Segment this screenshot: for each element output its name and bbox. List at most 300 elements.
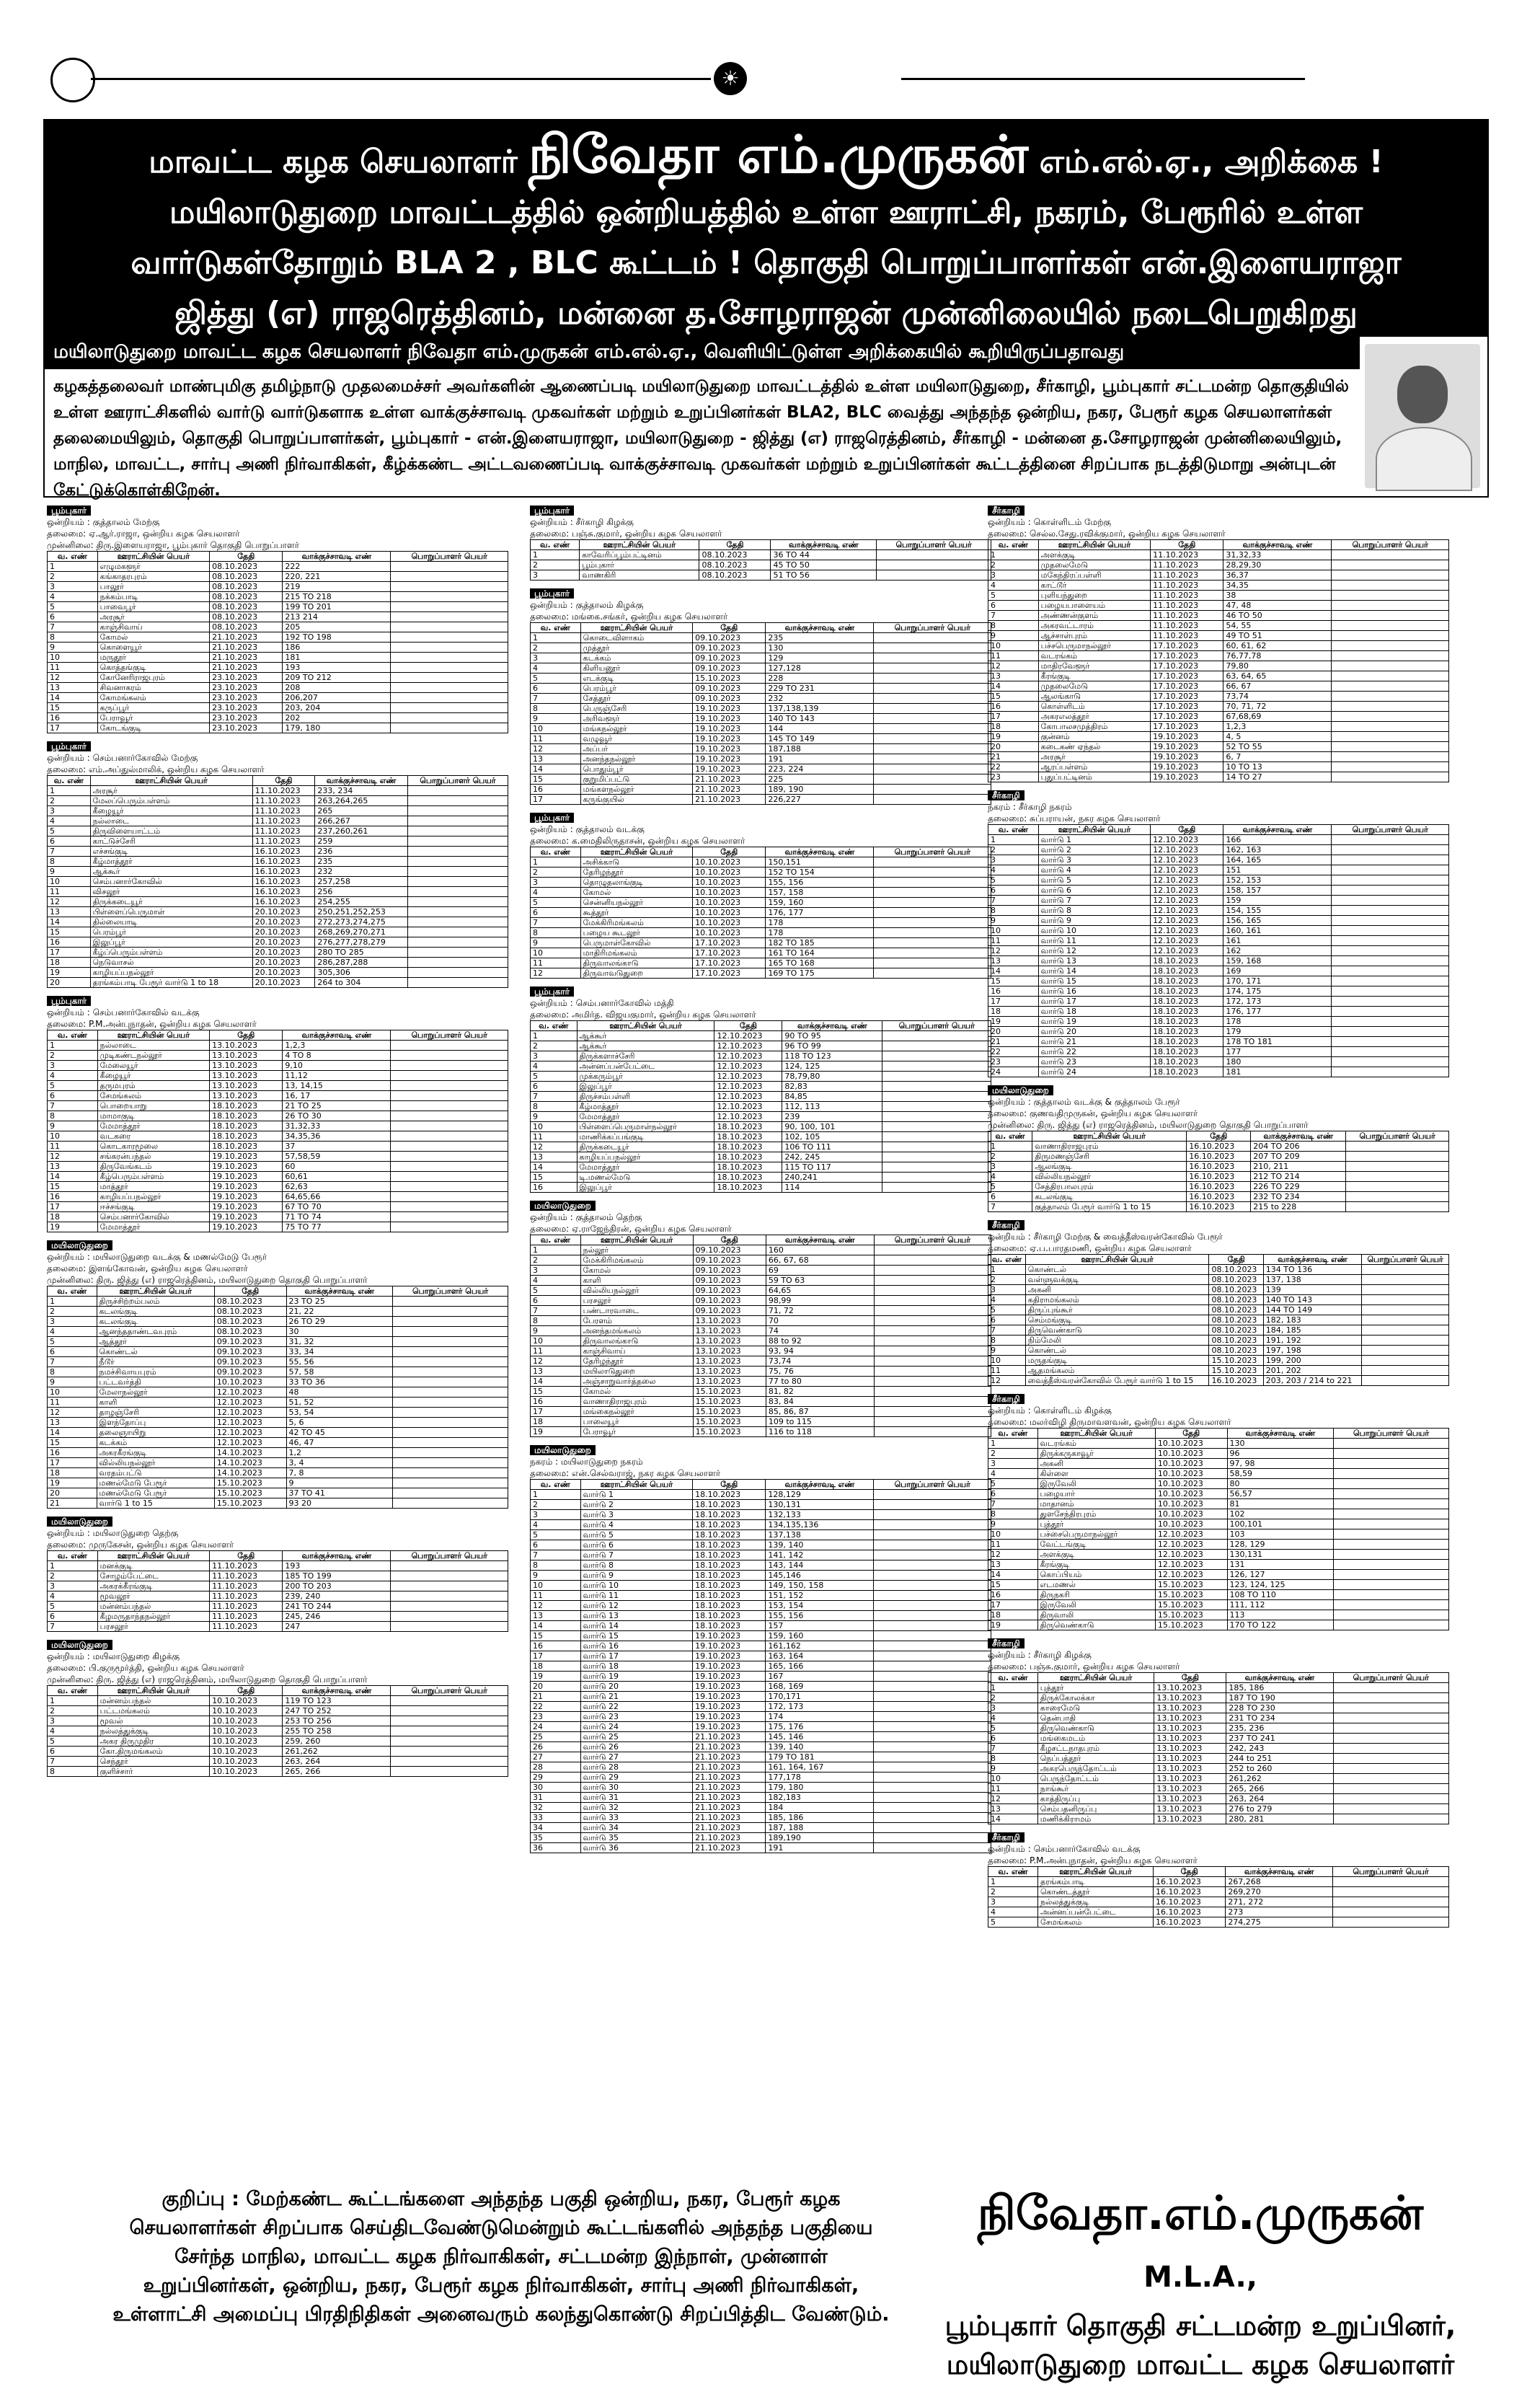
table-cell: மங்கைநல்லூர் [580,1407,693,1417]
table-cell: 13.10.2023 [210,1071,283,1081]
table-row [988,1007,1449,1017]
table-row [988,855,1449,865]
table-cell: 16 [988,986,1039,997]
table-cell: 5 [531,898,581,908]
table-cell: 4 TO 8 [283,1051,391,1061]
table-cell: மணிக்கிராமம் [1037,1814,1154,1824]
table-cell: 222 [283,562,391,572]
table-cell: 08.10.2023 [210,612,283,622]
table-cell [1332,621,1449,631]
table-cell: 265, 266 [1226,1784,1333,1794]
table-cell: 12.10.2023 [714,1051,782,1061]
table-cell: காரைமேடு [1037,1703,1154,1713]
table-cell: 159 [1223,896,1332,906]
table-cell: காவேரிப்பூம்பட்டினம் [580,550,699,560]
schedule-section [47,1639,508,1777]
table-row [48,713,508,723]
table-cell [874,774,991,785]
table-row [531,1112,991,1122]
intro-heading: மயிலாடுதுறை மாவட்ட கழக செயலாளர் நிவேதா எம்.முருகன் எம்.எல்.ஏ., வெளியிட்டுள்ள அறிக்கையில் கூறியிருப்பதாவது [45,337,1360,369]
table-cell: 16.10.2023 [252,897,315,907]
table-cell [874,938,991,948]
table-cell: வார்டு 25 [580,1732,692,1742]
table-cell: 10 [48,1387,97,1398]
table-cell: 47, 48 [1223,601,1332,611]
table-cell: கொப்பியம் [1037,1570,1155,1580]
table-cell: அகர திருமுதிர [97,1736,209,1747]
table-cell: 2 [988,1152,1032,1162]
table-cell: 143, 144 [766,1560,874,1571]
table-row [988,1887,1449,1897]
table-cell: எச்சங்குடி [90,847,252,857]
table-row [531,1092,991,1102]
table-cell: 12.10.2023 [1151,936,1223,946]
table-cell: 18.10.2023 [714,1122,782,1132]
table-cell: 16 [531,1641,581,1651]
table-cell: 81 [1227,1499,1334,1509]
table-cell: வார்டு 1 [580,1490,692,1500]
table-cell [874,795,991,805]
table-cell: 144 TO 149 [1263,1305,1361,1315]
table-cell: 1 [988,1142,1032,1152]
table-row [48,1498,508,1509]
table-cell [1334,1459,1449,1469]
table-row [531,1031,991,1041]
table-cell: முக்கரும்பூர் [577,1072,714,1082]
table-row [988,752,1449,762]
table-cell: 13 [531,1611,581,1621]
table-cell: 140 TO 143 [766,714,874,724]
table-cell: 170, 171 [1223,976,1332,986]
table-cell: 21.10.2023 [210,643,283,653]
table-row [988,1784,1449,1794]
table-cell: 55, 56 [286,1357,393,1367]
table-cell: 14 [48,1428,97,1438]
table-cell: 235, 236 [1226,1723,1333,1734]
table-cell: கொளையூர் [97,643,209,653]
table-cell: பழைய கூடலூர் [580,928,692,938]
table-cell: வார்டு 34 [580,1823,692,1833]
table-cell [393,1307,508,1317]
table-cell: 11.10.2023 [1151,570,1223,580]
table-cell: அகரவட்டாரம் [1038,621,1150,631]
table-cell: 93 20 [286,1498,393,1509]
table-cell [874,704,991,714]
table-cell: 11 [531,734,581,744]
table-row [988,712,1449,722]
table-row [988,1459,1449,1469]
table-cell: 225 [766,774,874,785]
table-cell: 7 [531,1306,581,1316]
table-cell: 13.10.2023 [1154,1723,1226,1734]
table-cell: 263, 264 [1226,1794,1333,1804]
table-cell: 2 [48,1051,98,1061]
table-cell: 15.10.2023 [693,1417,766,1427]
table-cell: 130 [1227,1439,1334,1449]
table-cell [1346,1192,1449,1202]
table-cell: 18.10.2023 [693,1490,766,1500]
table-cell [1332,601,1449,611]
table-cell [1332,1897,1448,1907]
table-cell: 175, 176 [766,1722,874,1732]
schedule-section [530,505,991,580]
table-cell: கோமல் [580,1387,693,1397]
table-cell: 7 [48,1357,97,1367]
table-cell: ஆக்கூர் [90,867,252,877]
table-cell: 177,178 [766,1772,874,1783]
table-cell: 27 [531,1752,581,1762]
table-cell [393,1478,508,1488]
table-cell [882,1082,991,1092]
table-cell: 2 [988,1275,1026,1285]
table-cell: 08.10.2023 [1209,1315,1263,1325]
table-cell: 96 TO 99 [782,1041,882,1051]
table-cell: 191 [766,1843,874,1853]
ring-icon [50,58,95,102]
table-cell: தென்பாதி [1037,1713,1154,1723]
table-cell: 241 TO 244 [283,1602,391,1612]
table-cell [391,1182,508,1192]
table-cell: 17.10.2023 [1151,651,1223,661]
table-cell: 15 [988,1580,1038,1590]
table-cell: 247 [283,1622,391,1632]
schedule-table [530,539,991,580]
table-row [531,1417,991,1427]
table-row [531,1407,991,1417]
table-cell [882,1183,991,1193]
table-cell: 19.10.2023 [210,1222,283,1232]
table-cell: 162, 163 [1223,845,1332,855]
section-info-line: தலைமை: ஏ.ராஜேந்திரன், ஒன்றிய கழக செயலாளர் [530,1224,732,1234]
table-cell: திருநகரி [1037,1590,1155,1600]
table-cell: 20.10.2023 [252,937,315,948]
table-cell: 10.10.2023 [1155,1469,1227,1479]
table-cell [1334,1540,1449,1550]
table-cell: 14 [988,681,1039,692]
table-cell: 6 [988,1489,1038,1499]
table-cell [1332,722,1449,732]
table-cell: 18.10.2023 [1151,976,1223,986]
table-cell: நமச்சிவாயபுரம் [97,1367,214,1377]
table-cell: வார்டு 3 [580,1510,692,1520]
table-row [48,1152,508,1162]
table-cell: 17.10.2023 [1151,692,1223,702]
table-cell: 70 [766,1316,874,1326]
table-cell: 5 [988,1305,1026,1315]
table-row [988,1325,1449,1336]
table-cell: 15.10.2023 [693,674,766,684]
table-header-row [988,1255,1449,1265]
table-cell: சோழம்பேட்டை [97,1571,209,1581]
table-cell: 12.10.2023 [214,1398,286,1408]
table-cell [1362,1285,1449,1295]
table-cell: திருவேங்கடம் [97,1162,209,1172]
table-cell: கடக்கம் [580,653,692,663]
table-row [48,693,508,703]
table-cell [874,1490,991,1500]
table-row [48,816,508,826]
table-cell: 10 [988,641,1039,651]
table-cell: 18.10.2023 [714,1183,782,1193]
table-row [531,734,991,744]
table-cell: 18 [531,1661,581,1672]
column-header: ஊராட்சியின் பெயர் [90,776,252,786]
table-cell: 21.10.2023 [693,1833,766,1843]
table-cell: 19.10.2023 [1151,752,1223,762]
table-cell [874,714,991,724]
table-cell [1334,1560,1449,1570]
section-info-line: தலைமை: இளங்கோவன், ஒன்றிய கழக செயலாளர் [47,1263,248,1273]
table-row [531,1142,991,1152]
table-cell: 70, 71, 72 [1223,702,1332,712]
table-cell: திருவாலி [1037,1610,1155,1620]
table-cell: 19.10.2023 [210,1152,283,1162]
table-row [48,602,508,612]
table-cell: கடலங்குடி [97,1317,214,1327]
table-cell [391,1706,508,1716]
table-cell: 6 [531,908,581,918]
table-cell [874,1762,991,1772]
table-cell: 11.10.2023 [252,816,315,826]
table-cell [1334,1600,1449,1610]
table-cell: கொண்டல் [1025,1346,1209,1356]
table-cell [874,1326,991,1336]
table-cell: 6, 7 [1223,752,1332,762]
table-cell [882,1173,991,1183]
table-cell [1332,671,1449,681]
table-cell [391,1716,508,1726]
table-row [531,1540,991,1550]
table-cell: 242, 245 [782,1152,882,1162]
table-row [531,1326,991,1336]
table-cell: 1 [531,857,581,867]
table-cell: 31,32,33 [1223,550,1332,560]
column-header: ஊராட்சியின் பெயர் [97,1030,209,1041]
table-cell: 22 [531,1702,581,1712]
table-row [531,1530,991,1540]
table-row [48,1602,508,1612]
table-cell: 19.10.2023 [1151,732,1223,742]
table-cell: 13.10.2023 [693,1326,766,1336]
table-cell [407,937,508,948]
table-cell [391,1726,508,1736]
table-cell: 18.10.2023 [1151,1067,1223,1077]
table-cell: 200 TO 203 [283,1581,391,1591]
table-cell: 19.10.2023 [693,1702,766,1712]
table-row [988,1713,1449,1723]
table-cell: 18.10.2023 [693,1540,766,1550]
table-cell: 13 [531,754,581,764]
table-cell: மணல்மேடு பேரூர் [97,1478,214,1488]
table-cell: விசலூர் [90,887,252,897]
column-header: ஊராட்சியின் பெயர் [580,623,692,633]
table-cell: 163, 164 [766,1651,874,1661]
table-cell: 271, 272 [1226,1897,1333,1907]
table-cell: தருமபுரம் [97,1081,209,1091]
table-cell: 14 [531,1377,581,1387]
table-cell: 12.10.2023 [714,1072,782,1082]
table-row [48,1337,508,1347]
table-cell: 71 TO 74 [283,1212,391,1222]
table-cell: 2 [988,1693,1038,1703]
table-cell [407,796,508,806]
table-cell: 1 [531,1490,581,1500]
table-cell: நக்கம்பாடி [97,592,209,602]
table-cell [1332,966,1449,976]
table-cell: 53, 54 [286,1408,393,1418]
table-cell: 12.10.2023 [1151,906,1223,916]
column-header: வாக்குச்சாவடி எண் [771,540,877,550]
table-cell: 31,32,33 [283,1121,391,1131]
table-cell: 15.10.2023 [214,1478,286,1488]
table-header-row [531,540,991,550]
table-cell [882,1102,991,1112]
table-row [48,1367,508,1377]
table-cell: வார்டு 26 [580,1742,692,1752]
table-cell: 10 [48,877,91,887]
table-cell [391,653,508,663]
table-cell: 102, 105 [782,1132,882,1142]
table-cell: 19.10.2023 [1151,742,1223,752]
table-cell: 1 [48,1041,98,1051]
table-cell: பச்சைபெருமாநல்லூர் [1037,1529,1155,1540]
table-cell: 223, 224 [766,764,874,774]
table-cell: 18.10.2023 [714,1152,782,1162]
table-cell: மகேந்திரப்பள்ளி [1038,570,1150,580]
table-cell: 7 [531,918,581,928]
table-cell: 10.10.2023 [210,1747,283,1757]
table-cell: முத்தூர் [580,643,692,653]
table-row [988,1590,1449,1600]
table-cell [391,562,508,572]
table-cell: 9 [531,938,581,948]
section-header [47,505,508,516]
table-cell: 15.10.2023 [1209,1356,1263,1366]
table-cell: 220, 221 [283,572,391,582]
table-cell: 151 [1223,865,1332,875]
section-info-line: ஒன்றியம் : கொள்ளிடம் கிழக்கு [988,1405,1112,1416]
table-cell: 5 [988,1917,1038,1928]
table-row [988,976,1449,986]
table-cell: 19 [48,968,91,978]
table-row [988,611,1449,621]
table-cell: வார்டு 16 [1038,986,1150,997]
table-row [988,865,1449,875]
column-header: வ. எண் [531,1235,581,1245]
table-cell: 7 [531,1092,578,1102]
table-row [531,643,991,653]
table-row [988,906,1449,916]
table-cell: 4 [988,1907,1038,1917]
table-row [531,1152,991,1162]
table-cell: 4 [988,1295,1026,1305]
table-cell: மங்களநல்லூர் [580,785,692,795]
table-cell [882,1152,991,1162]
table-cell: 123, 124, 125 [1227,1580,1334,1590]
table-cell: மேமாத்தூர் [577,1162,714,1173]
table-cell: 19 [988,1017,1039,1027]
table-cell [393,1327,508,1337]
table-cell: 219 [283,582,391,592]
table-cell: 3 [988,1703,1038,1713]
table-row [48,1622,508,1632]
table-cell: 64,65,66 [283,1192,391,1202]
table-cell: 252 to 260 [1226,1764,1333,1774]
table-cell: 159, 160 [766,1631,874,1641]
table-cell: 159, 160 [766,898,874,908]
table-cell [874,1682,991,1692]
table-cell: 209 TO 212 [283,673,391,683]
table-cell: 244 to 251 [1226,1754,1333,1764]
table-row [988,1907,1449,1917]
section-header [530,505,991,516]
table-cell: 6 [48,1347,97,1357]
table-cell [391,632,508,643]
table-cell: 6 [988,1734,1038,1744]
table-row [531,714,991,724]
table-cell: வில்லியநல்லூர் [97,1458,214,1468]
table-cell: மாமாகுடி [97,1111,209,1121]
table-cell: 5 [988,591,1039,601]
table-cell [393,1468,508,1478]
table-cell: துளசேந்திரபுரம் [1037,1509,1155,1519]
table-cell: 18.10.2023 [1151,956,1223,966]
table-cell [391,703,508,713]
table-cell [391,612,508,622]
table-cell: 57, 58 [286,1367,393,1377]
table-row [48,1327,508,1337]
table-cell [874,1833,991,1843]
table-cell: வார்டு 12 [1038,946,1150,956]
table-cell: பெரம்பூர் [580,684,692,694]
table-cell: 18.10.2023 [210,1101,283,1111]
table-row [988,1366,1449,1376]
table-row [531,1672,991,1682]
table-cell [391,643,508,653]
table-cell [1333,1774,1448,1784]
table-cell: 60 [283,1162,391,1172]
table-cell [1334,1590,1449,1600]
table-cell: வார்டு 1 to 15 [97,1498,214,1509]
portrait-head [1397,366,1448,423]
column-header: வாக்குச்சாவடி எண் [283,1686,391,1696]
table-cell: 85, 86, 87 [766,1407,874,1417]
table-cell: 13 [48,907,91,917]
table-cell: 08.10.2023 [210,592,283,602]
table-cell [1332,651,1449,661]
column-header: ஊராட்சியின் பெயர் [1025,1255,1209,1265]
table-cell: 45 TO 50 [771,560,877,570]
table-cell [874,1276,991,1286]
table-cell: கதிராமங்கலம் [1025,1295,1209,1305]
table-cell: 4 [48,1327,97,1337]
table-cell [1333,1794,1448,1804]
table-cell: 12.10.2023 [1151,926,1223,936]
table-cell: 130,131 [1227,1550,1334,1560]
table-cell: 167 [766,1672,874,1682]
column-header: ஊராட்சியின் பெயர் [580,847,692,857]
table-cell: 08.10.2023 [699,560,771,570]
table-cell: 8 [531,928,581,938]
table-cell: 08.10.2023 [1209,1295,1263,1305]
table-cell: காழியப்பநல்லூர் [97,1192,209,1202]
table-cell: ஆதமங்கலம் [1025,1366,1209,1376]
table-cell: 16.10.2023 [1187,1182,1251,1192]
table-row [531,1712,991,1722]
table-cell: 11.10.2023 [1151,631,1223,641]
table-cell [393,1347,508,1357]
table-cell: 168, 169 [766,1682,874,1692]
